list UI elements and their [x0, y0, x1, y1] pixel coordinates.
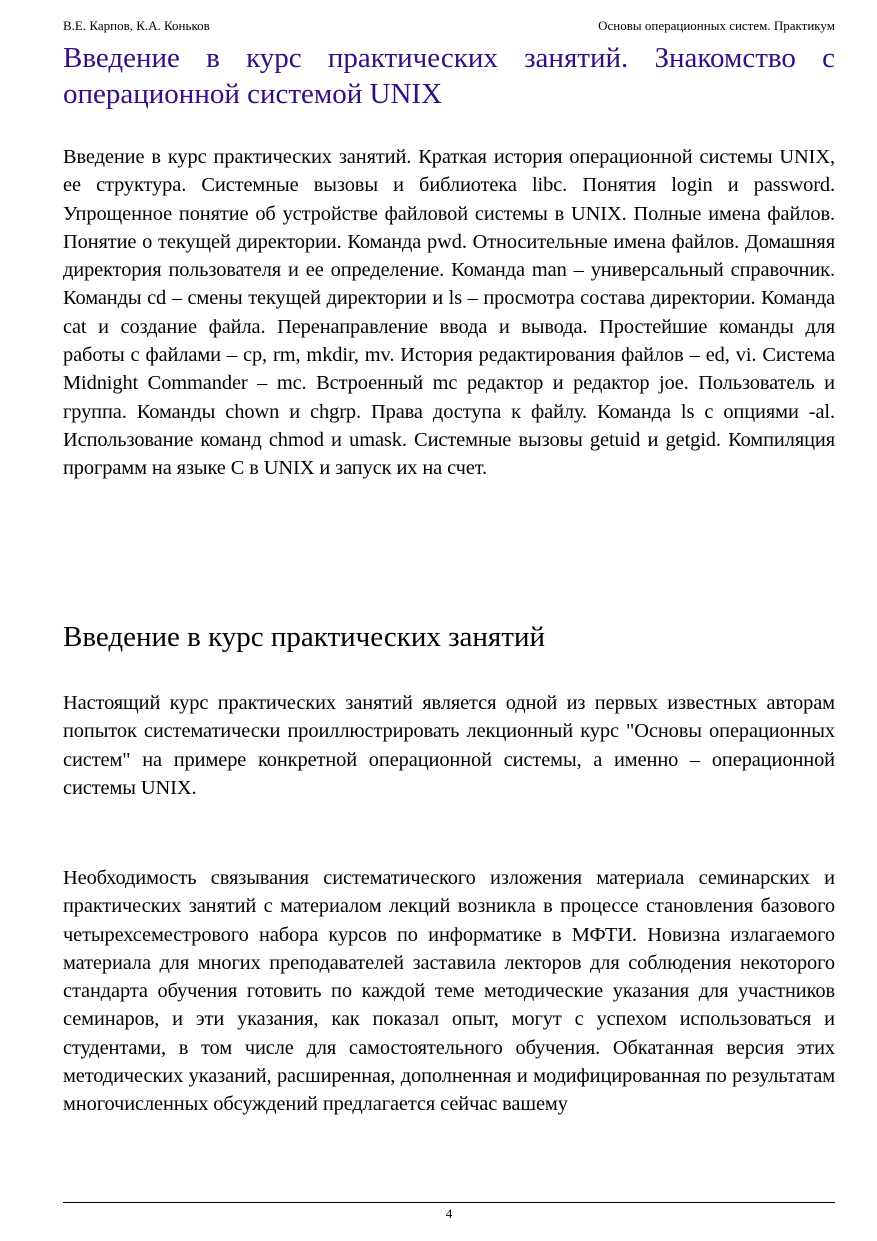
- chapter-abstract: Введение в курс практических занятий. Краткая история операционной системы UNIX, ее структура. Системные вызовы и библиотека libc. Понятия login и password. Упрощенное понятие об устройстве файловой системы в UNIX. Полные имена файлов. Понятие о текущей директории. Команда pwd. Относительные имена файлов. Домашняя директория пользователя и ее определение. Команда man – универсальный справочник. Команды cd – смены текущей директории и ls – просмотра состава директории. Команда cat и создание файла. Перенаправление ввода и вывода. Простейшие команды для работы с файлами – cp, rm, mkdir, mv. История редактирования файлов – ed, vi. Система Midnight Commander – mc. Встроенный mc редактор и редактор joe. Пользователь и группа. Команды chown и chgrp. Права доступа к файлу. Команда ls с опциями -al. Использование команд chmod и umask. Системные вызовы getuid и getgid. Компиляция программ на языке C в UNIX и запуск их на счет.: [63, 146, 835, 480]
- page-number: 4: [445, 1206, 453, 1221]
- header-authors: В.Е. Карпов, К.А. Коньков: [63, 18, 210, 33]
- document-page: [63, 0, 835, 1241]
- header-book-title: Основы операционных систем. Практикум: [598, 18, 835, 33]
- footer-divider: [63, 1202, 835, 1203]
- running-header: [63, 17, 835, 35]
- section-paragraph: Необходимость связывания систематического изложения материала семинарских и практических занятий с материалом лекций возникла в процессе становления базового четырехсеместрового набора курсов по информатике в МФТИ. Новизна излагаемого материала для многих преподавателей заставила лекторов для соблюдения некоторого стандарта обучения готовить по каждой теме методические указания для участников семинаров, и эти указания, как показал опыт, могут с успехом использоваться и студентами, в том числе для самостоятельного обучения. Обкатанная версия этих методических указаний, расширенная, дополненная и модифицированная по результатам многочисленных обсуждений предлагается сейчас вашему: [63, 867, 835, 1116]
- section-paragraph: Настоящий курс практических занятий является одной из первых известных авторам попыток систематически проиллюстрировать лекционный курс "Основы операционных систем" на примере конкретной операционной системы, а именно – операционной системы UNIX.: [63, 692, 835, 799]
- section-heading: Введение в курс практических занятий: [63, 621, 545, 653]
- chapter-title: Введение в курс практических занятий. Знакомство с операционной системой UNIX: [63, 42, 835, 110]
